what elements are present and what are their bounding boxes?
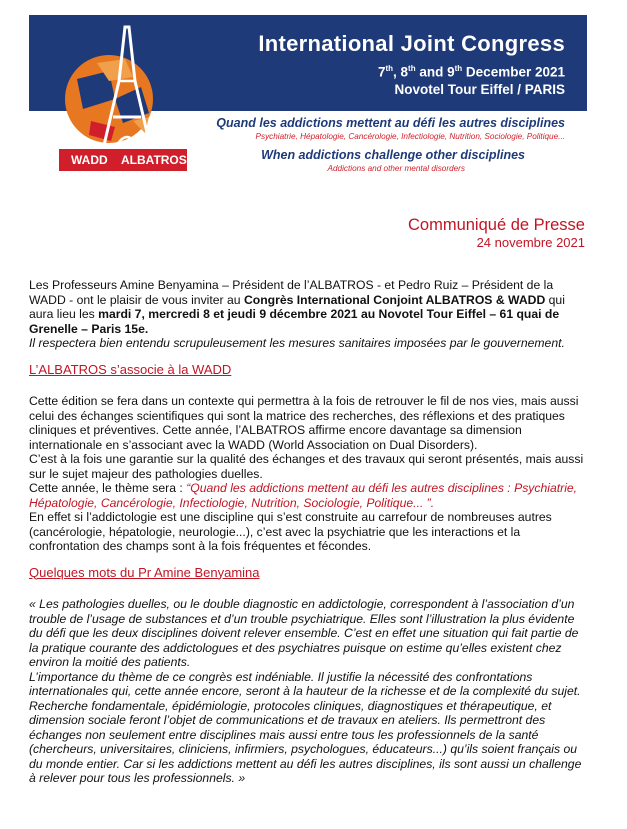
congress-banner [29,15,587,176]
section1-theme-paragraph: Cette année, le thème sera : “Quand les addictions mettent au défi les autres disciplines : Psychiatrie, Hépatologie, Cancérologie, Infectiologie, Nutrition, Sociologie, Politique... ”. [29,481,578,510]
tagline-english-subtitle: Addictions and other mental disorders [327,164,465,173]
section1-paragraph-1: Cette édition se fera dans un contexte qui permettra à la fois de retrouver le fil de nos vies, mais aussi celui des échanges scientifiques qui sont la matrice des recherches, des réflexions et des pratiques cliniques et préventives. Cette année, l’ALBATROS affirme encore davantage sa dimension internationale en s’associant avec la WADD (World Association on Dual Disorders). [29,394,579,452]
benyamina-quote-2: L’importance du thème de ce congrès est indéniable. Il justifie la nécessité des confrontations internationales qui, cette année encore, seront à la hauteur de la richesse et de la complexité du sujet. Recherche fondamentale, épidémiologie, protocoles cliniques, diagnostiques et thérapeutique, et dimension sociale feront l’objet de communications et de travaux en ateliers. Ils permettront des échanges non seulement entre disciplines mais aussi entre tous les professionnels de la santé (chercheurs, universitaires, cliniciens, infirmiers, psychologues, éducateurs...) qu’ils soient français ou du monde entier. Car si les addictions mettent au défi les autres disciplines, ils sont aussi un challenge à relever pour tous les professionnels. » [29,669,582,785]
tagline-french: Quand les addictions mettent au défi les autres disciplines [216,116,565,130]
press-release-title: Communiqué de Presse [407,216,585,234]
congress-venue: Novotel Tour Eiffel / PARIS [394,82,565,97]
document-body [29,278,591,786]
logo-wadd-text: WADD [71,153,108,167]
tagline-french-disciplines: Psychiatrie, Hépatologie, Cancérologie, Infectiologie, Nutrition, Sociologie, Politique... [255,132,565,141]
intro-paragraph: Les Professeurs Amine Benyamina – Président de l’ALBATROS - et Pedro Ruiz – Président de la WADD - ont le plaisir de vous inviter au Congrès International Conjoint ALBATROS & WADD qui aura lieu les mardi 7, mercredi 8 et jeudi 9 décembre 2021 au Novotel Tour Eiffel – 61 quai de Grenelle – Paris 15e. [29,278,565,336]
section1-paragraph-2: C’est à la fois une garantie sur la qualité des échanges et des travaux qui seront présentés, mais aussi sur le sujet majeur des pathologies duelles. [29,452,584,481]
intro-sanitary-note: Il respectera bien entendu scrupuleusement les mesures sanitaires imposées par le gouvernement. [29,336,565,350]
logo-albatros-text: ALBATROS [121,153,187,167]
congress-dates: 7th, 8th and 9th December 2021 [377,64,565,80]
benyamina-quote-1: « Les pathologies duelles, ou le double diagnostic en addictologie, correspondent à l’association d’un trouble de l’usage de substances et d’un trouble psychiatrique. Elles sont l’illustration la plus évidente du défi que les deux disciplines doivent relever ensemble. C’est en effet une situation qui fait partie de la pratique courante des addictologues et des psychiatres puisque on estime qu’elles existent chez environ la moitié des patients. [29,597,579,669]
section-heading-benyamina: Quelques mots du Pr Amine Benyamina [29,564,260,580]
tagline-english: When addictions challenge other disciplines [261,148,525,162]
wadd-albatros-logo [37,21,207,181]
section1-paragraph-4: En effet si l’addictologie est une discipline qui s’est construite au carrefour de nombreuses autres (cancérologie, hépatologie, neurologie...), c’est avec la psychiatrie que les interactions et la confrontation des champs sont à la fois fréquentes et fécondes. [29,510,552,553]
theme-quote: “Quand les addictions mettent au défi les autres disciplines : Psychiatrie, Hépatologie, Cancérologie, Infectiologie, Nutrition, Sociologie, Politique... ”. [29,481,578,510]
congress-title: International Joint Congress [258,31,565,56]
section-heading-albatros-wadd: L’ALBATROS s’associe à la WADD [29,361,232,377]
press-release-date: 24 novembre 2021 [476,235,585,250]
